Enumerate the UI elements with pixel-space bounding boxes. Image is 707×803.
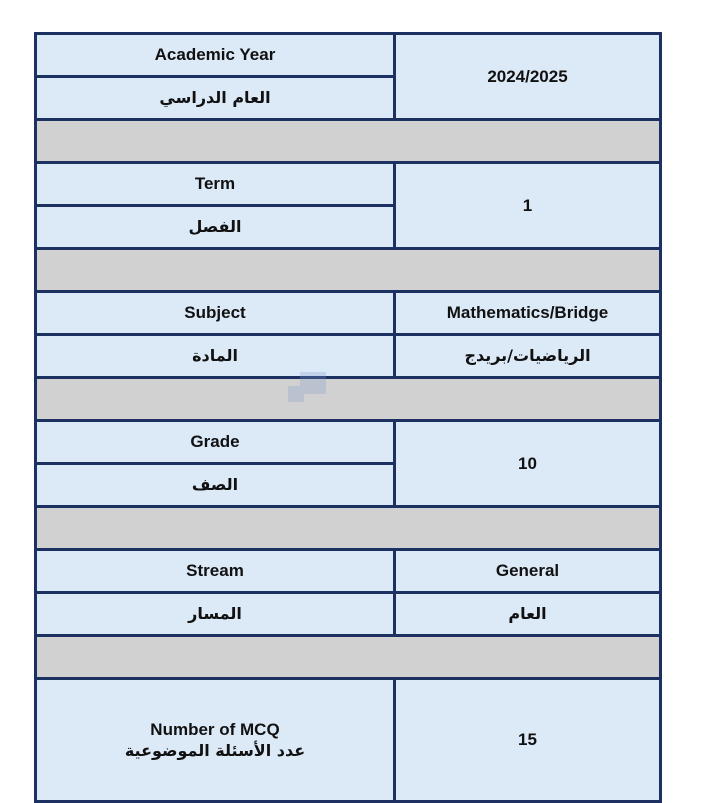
term-label-en: Term xyxy=(194,174,236,194)
grade-label-ar: الصف xyxy=(191,475,239,494)
stream-label-ar: المسار xyxy=(188,604,242,623)
academic-year-label xyxy=(34,32,396,78)
subject-label-en: Subject xyxy=(184,303,246,323)
term-label-cell xyxy=(34,161,396,207)
academic-year-label-en: Academic Year xyxy=(154,45,276,65)
mcq-value-cell xyxy=(393,677,662,803)
mcq-label-ar: عدد الأسئلة الموضوعية xyxy=(124,740,306,760)
stream-value-ar-cell xyxy=(393,591,662,637)
term-label-ar: الفصل xyxy=(188,217,242,236)
grade-label-ar-cell xyxy=(34,462,396,508)
separator-row xyxy=(34,247,662,293)
subject-value-ar-cell xyxy=(393,333,662,379)
term-label-ar-cell xyxy=(34,204,396,250)
stream-value-cell xyxy=(393,548,662,594)
stream-value-ar: العام xyxy=(508,604,547,623)
separator-row xyxy=(34,505,662,551)
stream-label-cell xyxy=(34,548,396,594)
stream-value-en: General xyxy=(495,561,560,581)
subject-label-ar-cell xyxy=(34,333,396,379)
stream-label-ar-cell xyxy=(34,591,396,637)
term-value: 1 xyxy=(522,195,533,215)
separator-row xyxy=(34,118,662,164)
academic-year-value: 2024/2025 xyxy=(487,66,568,86)
separator-row xyxy=(34,634,662,680)
mcq-label-en: Number of MCQ xyxy=(150,720,280,740)
subject-value-ar: الرياضيات/بريدج xyxy=(464,346,591,365)
exam-info-table xyxy=(34,32,662,800)
academic-year-label-ar-cell xyxy=(34,75,396,121)
stream-label-en: Stream xyxy=(186,561,244,581)
subject-label-cell xyxy=(34,290,396,336)
mcq-label-cell xyxy=(34,677,396,803)
grade-label-en: Grade xyxy=(190,432,240,452)
subject-value-cell xyxy=(393,290,662,336)
separator-row xyxy=(34,376,662,422)
academic-year-value-cell xyxy=(393,32,662,121)
grade-value-cell xyxy=(393,419,662,508)
academic-year-label-ar: العام الدراسي xyxy=(159,88,271,107)
mcq-value: 15 xyxy=(518,730,537,750)
grade-label-cell xyxy=(34,419,396,465)
subject-label-ar: المادة xyxy=(192,346,238,365)
grade-value: 10 xyxy=(518,453,537,473)
term-value-cell xyxy=(393,161,662,250)
subject-value-en: Mathematics/Bridge xyxy=(446,303,609,323)
